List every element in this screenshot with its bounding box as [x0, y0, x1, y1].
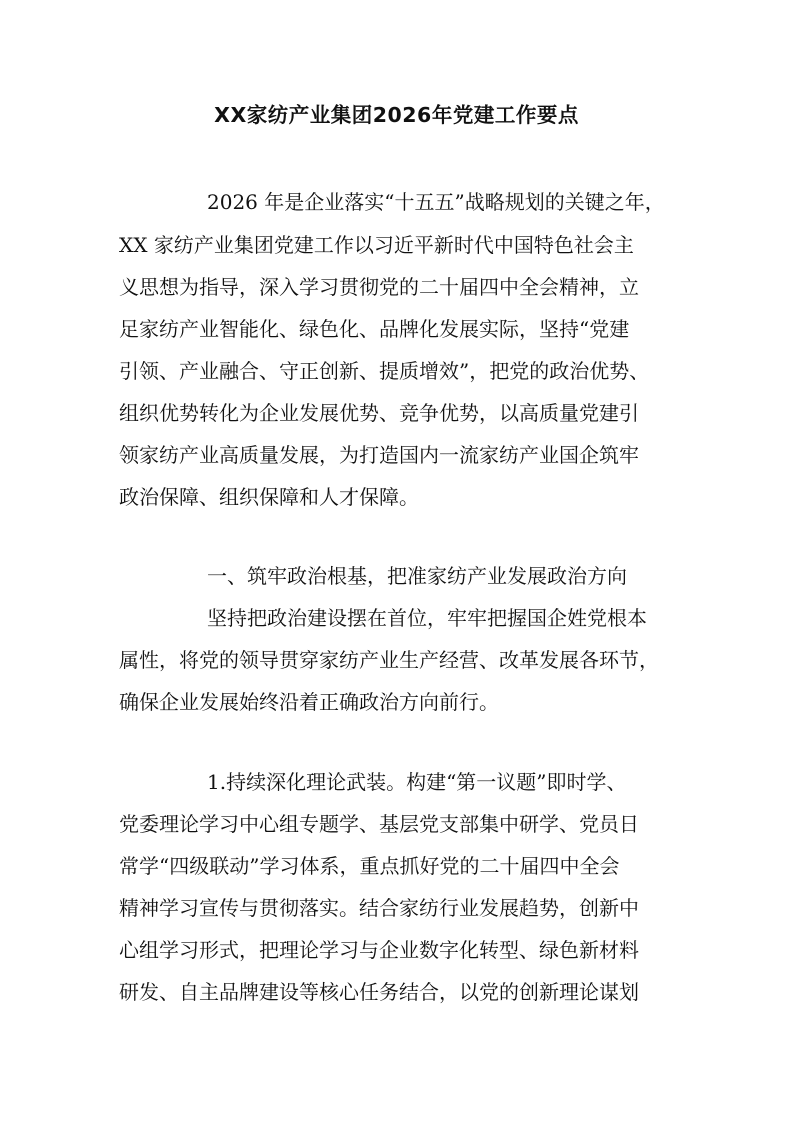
section-body-line: 坚持把政治建设摆在首位，牢牢把握国企姓党根本	[207, 606, 647, 630]
intro-line: 组织优势转化为企业发展优势、竞争优势，以高质量党建引	[119, 401, 639, 425]
document-title: XX家纺产业集团2026年党建工作要点	[214, 103, 579, 127]
intro-line: 引领、产业融合、守正创新、提质增效”，把党的政治优势、	[119, 359, 650, 383]
intro-line: 义思想为指导，深入学习贯彻党的二十届四中全会精神，立	[119, 275, 639, 299]
item-line: 1.持续深化理论武装。构建“第一议题”即时学、	[207, 770, 627, 794]
intro-line: 足家纺产业智能化、绿色化、品牌化发展实际，坚持“党建	[119, 317, 630, 341]
intro-line: 领家纺产业高质量发展，为打造国内一流家纺产业国企筑牢	[119, 443, 639, 467]
intro-line: 2026 年是企业落实“十五五”战略规划的关键之年，	[207, 190, 665, 214]
item-line: 党委理论学习中心组专题学、基层党支部集中研学、党员日	[119, 812, 639, 836]
section-heading: 一、筑牢政治根基，把准家纺产业发展政治方向	[207, 564, 627, 588]
item-line: 研发、自主品牌建设等核心任务结合，以党的创新理论谋划	[119, 980, 639, 1004]
intro-line: 政治保障、组织保障和人才保障。	[119, 485, 419, 509]
intro-line: XX 家纺产业集团党建工作以习近平新时代中国特色社会主	[119, 233, 634, 257]
section-body-line: 属性，将党的领导贯穿家纺产业生产经营、改革发展各环节，	[119, 648, 659, 672]
item-line: 心组学习形式，把理论学习与企业数字化转型、绿色新材料	[119, 938, 639, 962]
section-body-line: 确保企业发展始终沿着正确政治方向前行。	[119, 690, 499, 714]
item-line: 精神学习宣传与贯彻落实。结合家纺行业发展趋势，创新中	[119, 896, 639, 920]
item-line: 常学“四级联动”学习体系，重点抓好党的二十届四中全会	[119, 854, 620, 878]
